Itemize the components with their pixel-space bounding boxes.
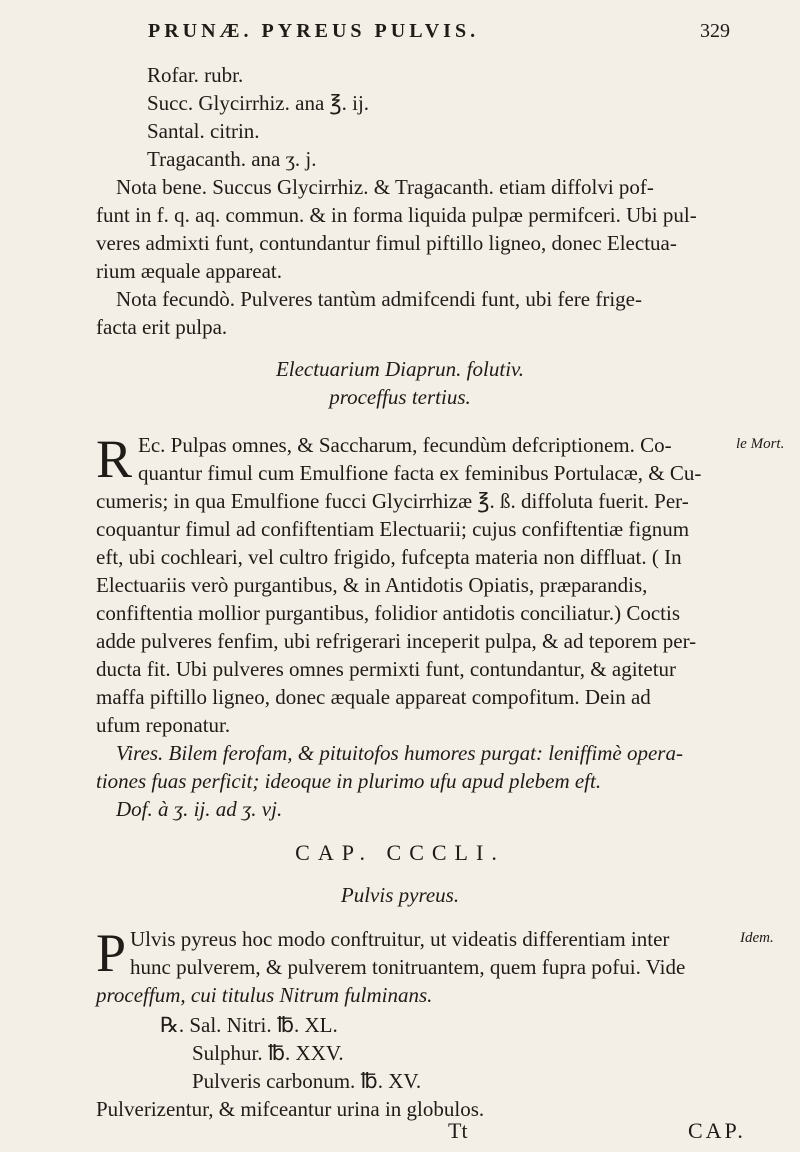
text-line: rium æquale appareat. [96, 259, 283, 283]
section-subtitle: proceffus tertius. [329, 385, 471, 409]
drop-cap: R [96, 429, 133, 489]
text-line: Electuariis verò purgantibus, & in Antidotis Opiatis, præparandis, [96, 573, 648, 597]
text-line: Nota fecundò. Pulveres tantùm admifcendi funt, ubi fere frige- [116, 287, 642, 311]
signature-mark: Tt [448, 1118, 468, 1143]
text-line: maffa piftillo ligneo, donec æquale appareat compofitum. Dein ad [96, 685, 651, 709]
text-line: coquantur fimul ad confiftentiam Electuarii; cujus confiftentiæ fignum [96, 517, 690, 541]
recipe-line: Sulphur. ℔. XXV. [192, 1041, 344, 1065]
text-line: Tragacanth. ana ʒ. j. [147, 147, 317, 171]
text-line: adde pulveres fenfim, ubi refrigerari inceperit pulpa, & ad teporem per- [96, 629, 697, 653]
dose-line: Dof. à ʒ. ij. ad ʒ. vj. [116, 797, 283, 821]
text-line: Succ. Glycirrhiz. ana ℥. ij. [147, 91, 370, 115]
catchword: CAP. [688, 1118, 746, 1143]
margin-note: le Mort. [736, 436, 785, 452]
text-line: Santal. citrin. [147, 119, 260, 143]
drop-cap: P [96, 923, 127, 983]
text-line: eft, ubi cochleari, vel cultro frigido, fufcepta materia non diffluat. ( In [96, 545, 682, 569]
text-line: ducta fit. Ubi pulveres omnes permixti funt, contundantur, & agitetur [96, 657, 677, 681]
text-line: Ulvis pyreus hoc modo conftruitur, ut videatis differentiam inter [130, 927, 670, 951]
vires-line: tiones fuas perficit; ideoque in plurimo ufu apud plebem eft. [96, 769, 602, 793]
section-title: Electuarium Diaprun. folutiv. [275, 357, 525, 381]
chapter-heading: CAP. CCCLI. [295, 840, 505, 865]
chapter-title: Pulvis pyreus. [340, 883, 460, 907]
text-line: Ec. Pulpas omnes, & Saccharum, fecundùm defcriptionem. Co- [138, 433, 672, 457]
text-line: confiftentia mollior purgantibus, folidior antidotis conciliatur.) Coctis [96, 601, 681, 625]
vires-line: Vires. Bilem ferofam, & pituitofos humores purgat: leniffimè opera- [116, 741, 683, 765]
text-line: veres admixti funt, contundantur fimul piftillo ligneo, donec Electua- [96, 231, 677, 255]
text-line: Rofar. rubr. [147, 63, 244, 87]
recipe-line: ℞. Sal. Nitri. ℔. XL. [160, 1013, 338, 1037]
text-line: cumeris; in qua Emulfione fucci Glycirrhizæ ℥. ß. diffoluta fuerit. Per- [96, 489, 689, 513]
text-line: proceffum, cui titulus Nitrum fulminans. [96, 983, 433, 1007]
page-number: 329 [700, 20, 730, 42]
text-line: hunc pulverem, & pulverem tonitruantem, quem fupra pofui. Vide [130, 955, 686, 979]
text-line: funt in f. q. aq. commun. & in forma liquida pulpæ permifceri. Ubi pul- [96, 203, 697, 227]
recipe-line: Pulveris carbonum. ℔. XV. [192, 1069, 422, 1093]
text-line: quantur fimul cum Emulfione facta ex feminibus Portulacæ, & Cu- [138, 461, 702, 485]
text-line: facta erit pulpa. [96, 315, 228, 339]
text-line: Nota bene. Succus Glycirrhiz. & Tragacanth. etiam diffolvi pof- [116, 175, 654, 199]
text-line: ufum reponatur. [96, 713, 231, 737]
running-title: PRUNÆ. PYREUS PULVIS. [148, 20, 480, 42]
text-line: Pulverizentur, & mifceantur urina in globulos. [96, 1097, 485, 1121]
margin-note: Idem. [740, 930, 774, 946]
